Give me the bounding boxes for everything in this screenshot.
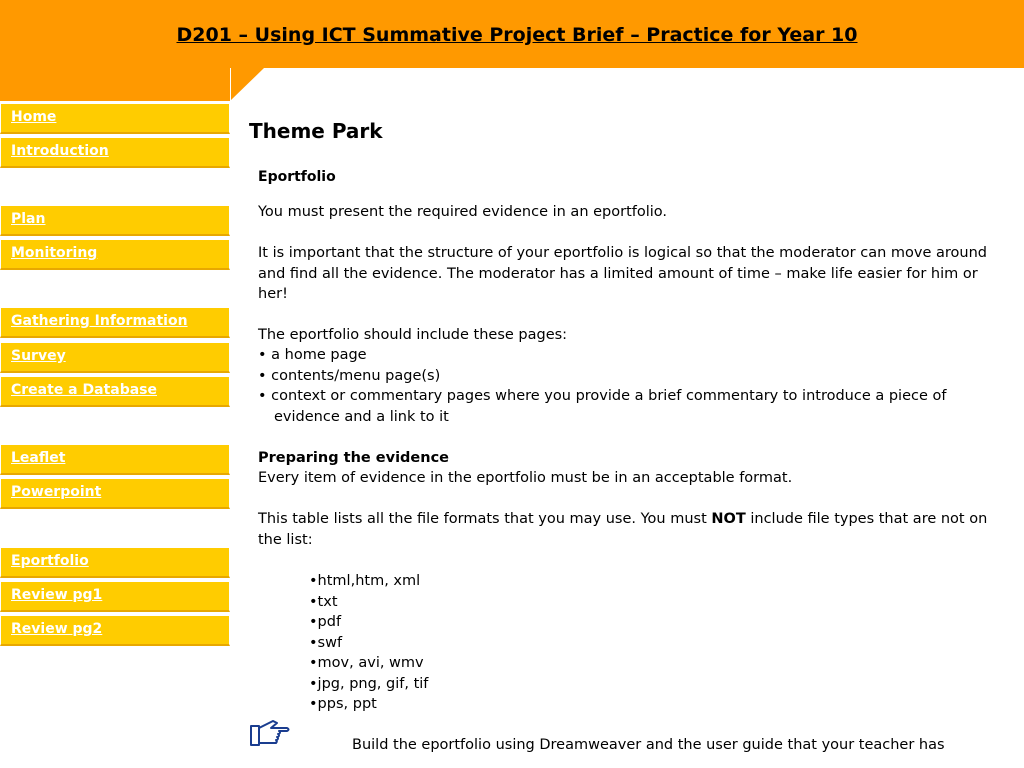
nav-review-pg2-link[interactable]: Review pg2 [0, 615, 230, 646]
list-item: •txt [309, 593, 338, 610]
prep-title: Preparing the evidence [258, 450, 450, 466]
list-item: •html,htm, xml [309, 573, 421, 589]
nav-header-divider [230, 68, 231, 101]
page-title: D201 – Using ICT Summative Project Brief – Practice for Year 10 [176, 24, 858, 46]
paragraph-intro: You must present the required evidence in an eportfolio. [258, 204, 668, 220]
formats-intro-a: This table lists all the file formats that you may use. You must [258, 511, 712, 527]
list-item: evidence and a link to it [274, 408, 449, 425]
formats-list [309, 571, 428, 715]
pages-list [258, 345, 998, 427]
footer-note: Build the eportfolio using Dreamweaver and the user guide that your teacher has [352, 737, 945, 753]
nav-gathering-information-link[interactable]: Gathering Information [0, 307, 230, 338]
formats-intro [258, 509, 998, 550]
paragraph-structure: It is important that the structure of your eportfolio is logical so that the moderator can move around and find all the evidence. The moderator has a limited amount of time – make life easier for him or her! [258, 245, 987, 302]
nav-header-band [0, 68, 231, 101]
nav-plan-link[interactable]: Plan [0, 205, 230, 236]
list-item: •pps, ppt [309, 696, 377, 712]
formats-intro-not: NOT [711, 511, 746, 527]
nav-eportfolio-link[interactable]: Eportfolio [0, 547, 230, 578]
nav-review-pg1-link[interactable]: Review pg1 [0, 581, 230, 612]
nav-create-database-link[interactable]: Create a Database [0, 376, 230, 407]
list-item: •jpg, png, gif, tif [309, 675, 429, 692]
nav-powerpoint-link[interactable]: Powerpoint [0, 478, 230, 509]
list-item: • context or commentary pages where you provide a brief commentary to introduce a piece of [258, 388, 947, 404]
nav-home-link[interactable]: Home [0, 103, 230, 134]
nav-survey-link[interactable]: Survey [0, 342, 230, 373]
list-item: • contents/menu page(s) [258, 367, 441, 384]
list-item: • a home page [258, 347, 367, 363]
prep-text: Every item of evidence in the eportfolio must be in an acceptable format. [258, 470, 793, 486]
list-item: •swf [309, 634, 343, 651]
list-item: •mov, avi, wmv [309, 655, 424, 671]
header-bar [0, 0, 1024, 68]
pointing-hand-icon [249, 716, 291, 748]
nav-introduction-link[interactable]: Introduction [0, 137, 230, 168]
nav-monitoring-link[interactable]: Monitoring [0, 239, 230, 270]
section-title: Eportfolio [258, 169, 336, 185]
pages-intro: The eportfolio should include these pages: [258, 327, 568, 343]
content-heading: Theme Park [249, 119, 383, 143]
nav-leaflet-link[interactable]: Leaflet [0, 444, 230, 475]
nav-header-wedge [230, 68, 264, 101]
formats-intro-b: include file types that are not on the list: [258, 511, 988, 548]
list-item: •pdf [309, 614, 342, 630]
